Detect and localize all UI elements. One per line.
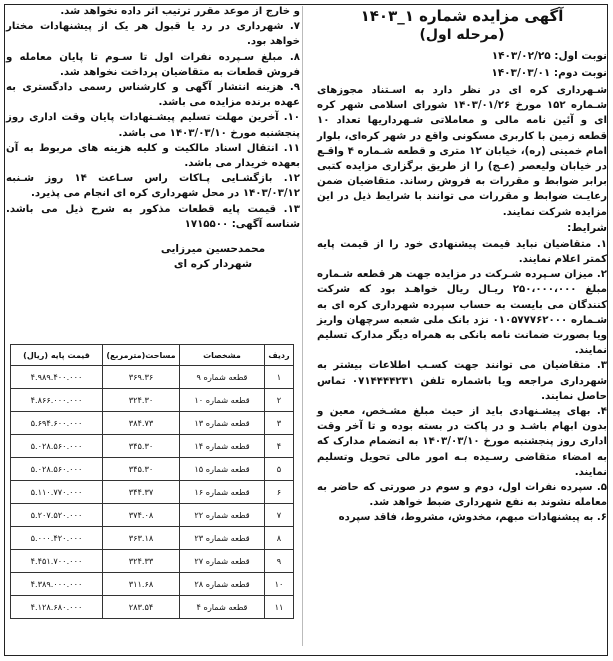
table-row xyxy=(11,412,294,435)
base-price: ۵.۲۰۷.۵۲۰.۰۰۰ xyxy=(11,504,103,527)
condition-item: ۳. متقاضیان می توانند جهت کسـب اطلاعات بیشتر به شهرداری مراجعه ویا باشماره تلفن ۰۷۱۴۴۴۴۲۳۱ تماس حاصل نمایند. xyxy=(317,360,607,402)
plot-name: قطعه شماره ۱۴ xyxy=(180,435,265,458)
plot-area: ۳۱۱.۶۸ xyxy=(103,573,180,596)
plot-area: ۳۶۳.۱۸ xyxy=(103,527,180,550)
row-number: ۹ xyxy=(265,550,294,573)
column-header: قیمت پایه (ریال) xyxy=(11,345,103,366)
plot-name: قطعه شماره ۱۳ xyxy=(180,412,265,435)
publication-date-1: نوبت اول: ۱۴۰۳/۰۲/۲۵ xyxy=(491,50,607,62)
signature-name: محمدحسین میرزایی xyxy=(160,243,266,256)
right-column xyxy=(317,4,607,526)
base-price: ۴.۹۸۹.۴۰۰.۰۰۰ xyxy=(11,366,103,389)
table-row xyxy=(11,596,294,619)
table-row xyxy=(11,389,294,412)
table-row xyxy=(11,481,294,504)
plot-name: قطعه شماره ۹ xyxy=(180,366,265,389)
base-price: ۴.۳۸۹.۰۰۰.۰۰۰ xyxy=(11,573,103,596)
plot-area: ۲۸۳.۵۴ xyxy=(103,596,180,619)
left-column xyxy=(6,4,300,272)
column-header: ردیف xyxy=(265,345,294,366)
plot-area: ۳۴۴.۳۷ xyxy=(103,481,180,504)
conditions-heading: شرایط: xyxy=(567,221,607,234)
condition-item: ۲. میزان سـپرده شـرکت در مزایده جهت هر قطعه شـماره مبلغ ۲۵۰،۰۰۰،۰۰۰ ریـال ریال خواهـد بود که شرکت کنندگان می بایست به حساب سپرده شهرداری کره ای به شـماره ۰۱۰۵۷۷۷۶۲۰۰۰ نزد بانک ملی شعبه سرچهان واریز ویا بصورت ضمانت نامه بانکی به همراه دیگر مدارک تسلیم نمایند. xyxy=(317,269,607,357)
condition-item: ۱. متقاضیان نباید قیمت پیشنهادی خود را از قیمت پایه کمتر اعلام نمایند. xyxy=(317,238,607,266)
column-header: مساحت(مترمربع) xyxy=(103,345,180,366)
plot-area: ۳۲۴.۳۳ xyxy=(103,550,180,573)
plot-name: قطعه شماره ۲۳ xyxy=(180,527,265,550)
table-row xyxy=(11,550,294,573)
table-row xyxy=(11,527,294,550)
row-number: ۱۱ xyxy=(265,596,294,619)
table-row xyxy=(11,458,294,481)
plot-name: قطعه شماره ۱۰ xyxy=(180,389,265,412)
condition-item: ۱۳. قیمت پایه قطعات مذکور به شرح ذیل می باشد. شناسه آگهی: ۱۷۱۵۵۰۰ xyxy=(6,203,300,230)
table-row xyxy=(11,435,294,458)
condition-item: ۸. مبلغ سـپرده نفرات اول تا سـوم تا پایان معامله و فروش قطعات به متقاضیان پرداخت نخواهد شد. xyxy=(6,51,300,78)
publication-date-2: نوبت دوم: ۱۴۰۳/۰۳/۰۱ xyxy=(491,67,607,79)
plot-name: قطعه شماره ۲۲ xyxy=(180,504,265,527)
table-header-row xyxy=(11,345,294,366)
row-number: ۱۰ xyxy=(265,573,294,596)
base-price: ۴.۱۲۸.۶۸۰.۰۰۰ xyxy=(11,596,103,619)
signature-title: شهردار کره ای xyxy=(173,258,253,271)
table-row xyxy=(11,504,294,527)
base-price: ۵.۰۰۰.۴۲۰.۰۰۰ xyxy=(11,527,103,550)
plot-area: ۳۴۵.۳۰ xyxy=(103,458,180,481)
plot-area: ۳۲۴.۳۰ xyxy=(103,389,180,412)
plot-area: ۳۸۴.۷۳ xyxy=(103,412,180,435)
row-number: ۲ xyxy=(265,389,294,412)
column-header: مشخصات xyxy=(180,345,265,366)
base-price: ۵.۱۱۰.۷۷۰.۰۰۰ xyxy=(11,481,103,504)
base-price: ۴.۴۵۱.۷۰۰.۰۰۰ xyxy=(11,550,103,573)
base-price-table xyxy=(10,344,294,619)
row-number: ۸ xyxy=(265,527,294,550)
condition-item: ۱۱. انتقال اسناد مالکیت و کلیه هزینه های مربوط به آن بعهده خریدار می باشد. xyxy=(6,142,300,170)
row-number: ۴ xyxy=(265,435,294,458)
column-divider xyxy=(302,6,303,646)
condition-item: و خارج از موعد مقرر ترتیب اثر داده نخواهد شد. xyxy=(60,6,300,17)
row-number: ۵ xyxy=(265,458,294,481)
condition-item: ۷. شهرداری در رد یا قبول هر یک از پیشنهادات مختار خواهد بود. xyxy=(6,21,300,48)
notice-phase: (مرحله اول) xyxy=(419,27,505,43)
plot-name: قطعه شماره ۲۸ xyxy=(180,573,265,596)
plot-area: ۳۷۴.۰۸ xyxy=(103,504,180,527)
row-number: ۳ xyxy=(265,412,294,435)
intro-paragraph: شـهرداری کره ای در نظر دارد به اسـتناد مجوزهای شـماره ۱۵۲ مورخ ۱۴۰۳/۰۱/۲۶ شورای اسلامی شهر کره ای و آئین نامه مالی و معاملاتی شـهرداریها تعداد ۱۰ قطعه زمین با کاربری مسکونی واقع در شهر کره‌ای، بلوار امام خمینی (ره)، خیابان ۱۲ متری و قطعه شـماره ۴ واقـع در خیابان ولیعصر (عـج) را از طریق برگزاری مزایده کتبی برابر ضوابط و مقررات به فروش رساند. متقاضیان ضمن رعایـت ضوابط و مقررات می توانند با شرایط ذیل در این مزایده شرکت نمایند. xyxy=(317,85,608,218)
table-row xyxy=(11,366,294,389)
plot-name: قطعه شماره ۱۶ xyxy=(180,481,265,504)
row-number: ۶ xyxy=(265,481,294,504)
row-number: ۱ xyxy=(265,366,294,389)
row-number: ۷ xyxy=(265,504,294,527)
plot-name: قطعه شماره ۱۵ xyxy=(180,458,265,481)
base-price: ۵.۶۹۴.۶۰۰.۰۰۰ xyxy=(11,412,103,435)
base-price: ۴.۸۶۶.۰۰۰.۰۰۰ xyxy=(11,389,103,412)
condition-item: ۱۰. آخرین مهلت تسلیم پیشـنهادات پایان وقت اداری روز پنجشنبه مورخ ۱۴۰۳/۰۳/۱۰ می باشد. xyxy=(6,112,300,139)
condition-item: ۹. هزینه انتشار آگهی و کارشناس رسمی دادگستری به عهده برنده مزایده می باشد. xyxy=(6,82,300,109)
condition-item: ۱۲. بازگشـایی پـاکات راس سـاعت ۱۴ روز شـنبه ۱۴۰۳/۰۳/۱۲ در محل شهرداری کره ای انجام می پذیرد. xyxy=(6,173,301,200)
condition-item: ۶. به پیشنهادات مبهم، مخدوش، مشروط، فاقد سپرده xyxy=(338,512,607,524)
condition-item: ۵. سپرده نفرات اول، دوم و سوم در صورتی که حاضر به معامله نشوند به نفع شهرداری ضبط خواهد شد. xyxy=(317,482,607,509)
notice-title: آگهی مزایده شماره ۱_۱۴۰۳ xyxy=(360,7,564,25)
base-price: ۵.۰۲۸.۵۶۰.۰۰۰ xyxy=(11,435,103,458)
table-row xyxy=(11,573,294,596)
base-price: ۵.۰۲۸.۵۶۰.۰۰۰ xyxy=(11,458,103,481)
plot-name: قطعه شماره ۲۷ xyxy=(180,550,265,573)
plot-area: ۳۶۹.۳۶ xyxy=(103,366,180,389)
plot-name: قطعه شماره ۴ xyxy=(180,596,265,619)
condition-item: ۴. بهای پیشـنهادی باید از حیث مبلغ مشـخص، معین و بدون ابهام باشـد و در پاکت در بسته بوده و تا آخر وقت اداری روز پنجشنبه مورخ ۱۴۰۳/۰۳/۱۰ به انضمام مدارک که به امضاء متقاضی رسـیده بـه امور مالی تحویل وتسلیم نمایند. xyxy=(317,406,607,478)
plot-area: ۳۴۵.۳۰ xyxy=(103,435,180,458)
